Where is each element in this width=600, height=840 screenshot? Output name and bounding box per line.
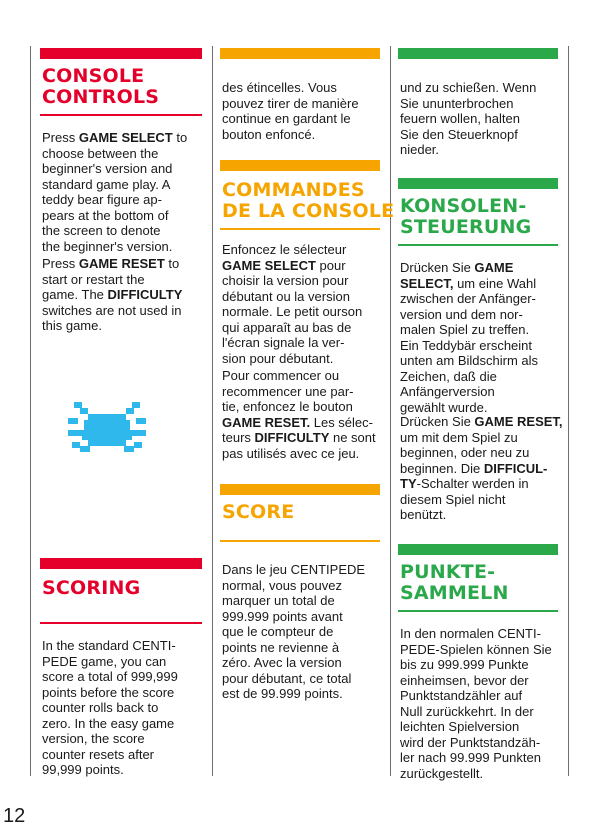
score-bar xyxy=(220,484,380,495)
konsolen-paragraph-select: Drücken Sie GAME SELECT, um eine Wahl zwischen der Anfänger- version und dem nor- malen Spiel zu treffen. Ein Teddybär erscheint unten am Bildschirm als Zeichen, daß die Anfängerversion gewählt wurde. xyxy=(400,260,538,415)
score-rule xyxy=(220,540,380,542)
column-divider-center-right xyxy=(390,46,391,776)
punkte-sammeln-paragraph: In den normalen CENTI- PEDE-Spielen können Sie bis zu 999.999 Punkte einheimsen, bevor der Punktstandzähler auf Null zurückkehrt. In der leichten Spielversion wird der Punktstandzäh- ler nach 99.999 Punkten zurückgestellt. xyxy=(400,626,552,781)
console-controls-rule xyxy=(40,114,202,116)
console-controls-heading: CONSOLE CONTROLS xyxy=(42,65,160,108)
score-heading: SCORE xyxy=(222,501,295,523)
scoring-paragraph: In the standard CENTI- PEDE game, you can score a total of 999,999 points before the score counter rolls back to zero. In the easy game version, the score counter resets after 99,999 points. xyxy=(42,638,178,777)
scoring-bar xyxy=(40,558,202,569)
konsolen-paragraph-reset: Drücken Sie GAME RESET, um mit dem Spiel zu beginnen, oder neu zu beginnen. Die DIFFICUL- TY-Schalter werden in diesem Spiel nicht benützt. xyxy=(400,414,563,522)
console-controls-paragraph-select: Press GAME SELECT to choose between the beginner's version and standard game play. A teddy bear figure ap- pears at the bottom of the screen to denote the beginner's version. xyxy=(42,130,188,254)
column-divider-center-left xyxy=(212,46,213,776)
konsolen-steuerung-rule xyxy=(398,244,558,246)
score-paragraph: Dans le jeu CENTIPEDE normal, vous pouvez marquer un total de 999.999 points avant que le compteur de points ne revienne à zéro. Avec la version pour débutant, ce total est de 99.999 points. xyxy=(222,562,366,701)
german-continuation-paragraph: und zu schießen. Wenn Sie ununterbrochen feuern wollen, halten Sie den Steuerknopf nieder. xyxy=(400,80,537,157)
page-number: 12 xyxy=(3,805,26,827)
column-divider-left xyxy=(30,46,31,776)
punkte-sammeln-heading: PUNKTE- SAMMELN xyxy=(400,561,509,604)
punkte-sammeln-bar xyxy=(398,544,558,555)
german-top-bar xyxy=(398,48,558,59)
console-controls-paragraph-reset: Press GAME RESET to start or restart the game. The DIFFICULTY switches are not used in this game. xyxy=(42,256,183,333)
commandes-paragraph-reset: Pour commencer ou recommencer une par- tie, enfoncez le bouton GAME RESET. Les sélec- teurs DIFFICULTY ne sont pas utilisés avec ce jeu. xyxy=(222,368,376,461)
french-continuation-paragraph: des étincelles. Vous pouvez tirer de manière continue en gardant le bouton enfoncé. xyxy=(222,80,359,142)
punkte-sammeln-rule xyxy=(398,610,558,612)
scoring-rule xyxy=(40,622,202,624)
column-divider-right xyxy=(568,46,569,776)
commandes-paragraph-select: Enfoncez le sélecteur GAME SELECT pour choisir la version pour débutant ou la version normale. Le petit ourson qui apparaît au bas de l'écran signale la ver- sion pour débutant. xyxy=(222,242,363,366)
konsolen-steuerung-heading: KONSOLEN- STEUERUNG xyxy=(400,195,532,238)
centipede-flea-sprite-icon xyxy=(68,402,146,454)
console-controls-bar xyxy=(40,48,202,59)
commandes-console-bar xyxy=(220,160,380,171)
commandes-console-rule xyxy=(220,228,380,230)
konsolen-steuerung-bar xyxy=(398,178,558,189)
french-top-bar xyxy=(220,48,380,59)
commandes-console-heading: COMMANDES DE LA CONSOLE xyxy=(222,179,395,222)
scoring-heading: SCORING xyxy=(42,577,141,599)
